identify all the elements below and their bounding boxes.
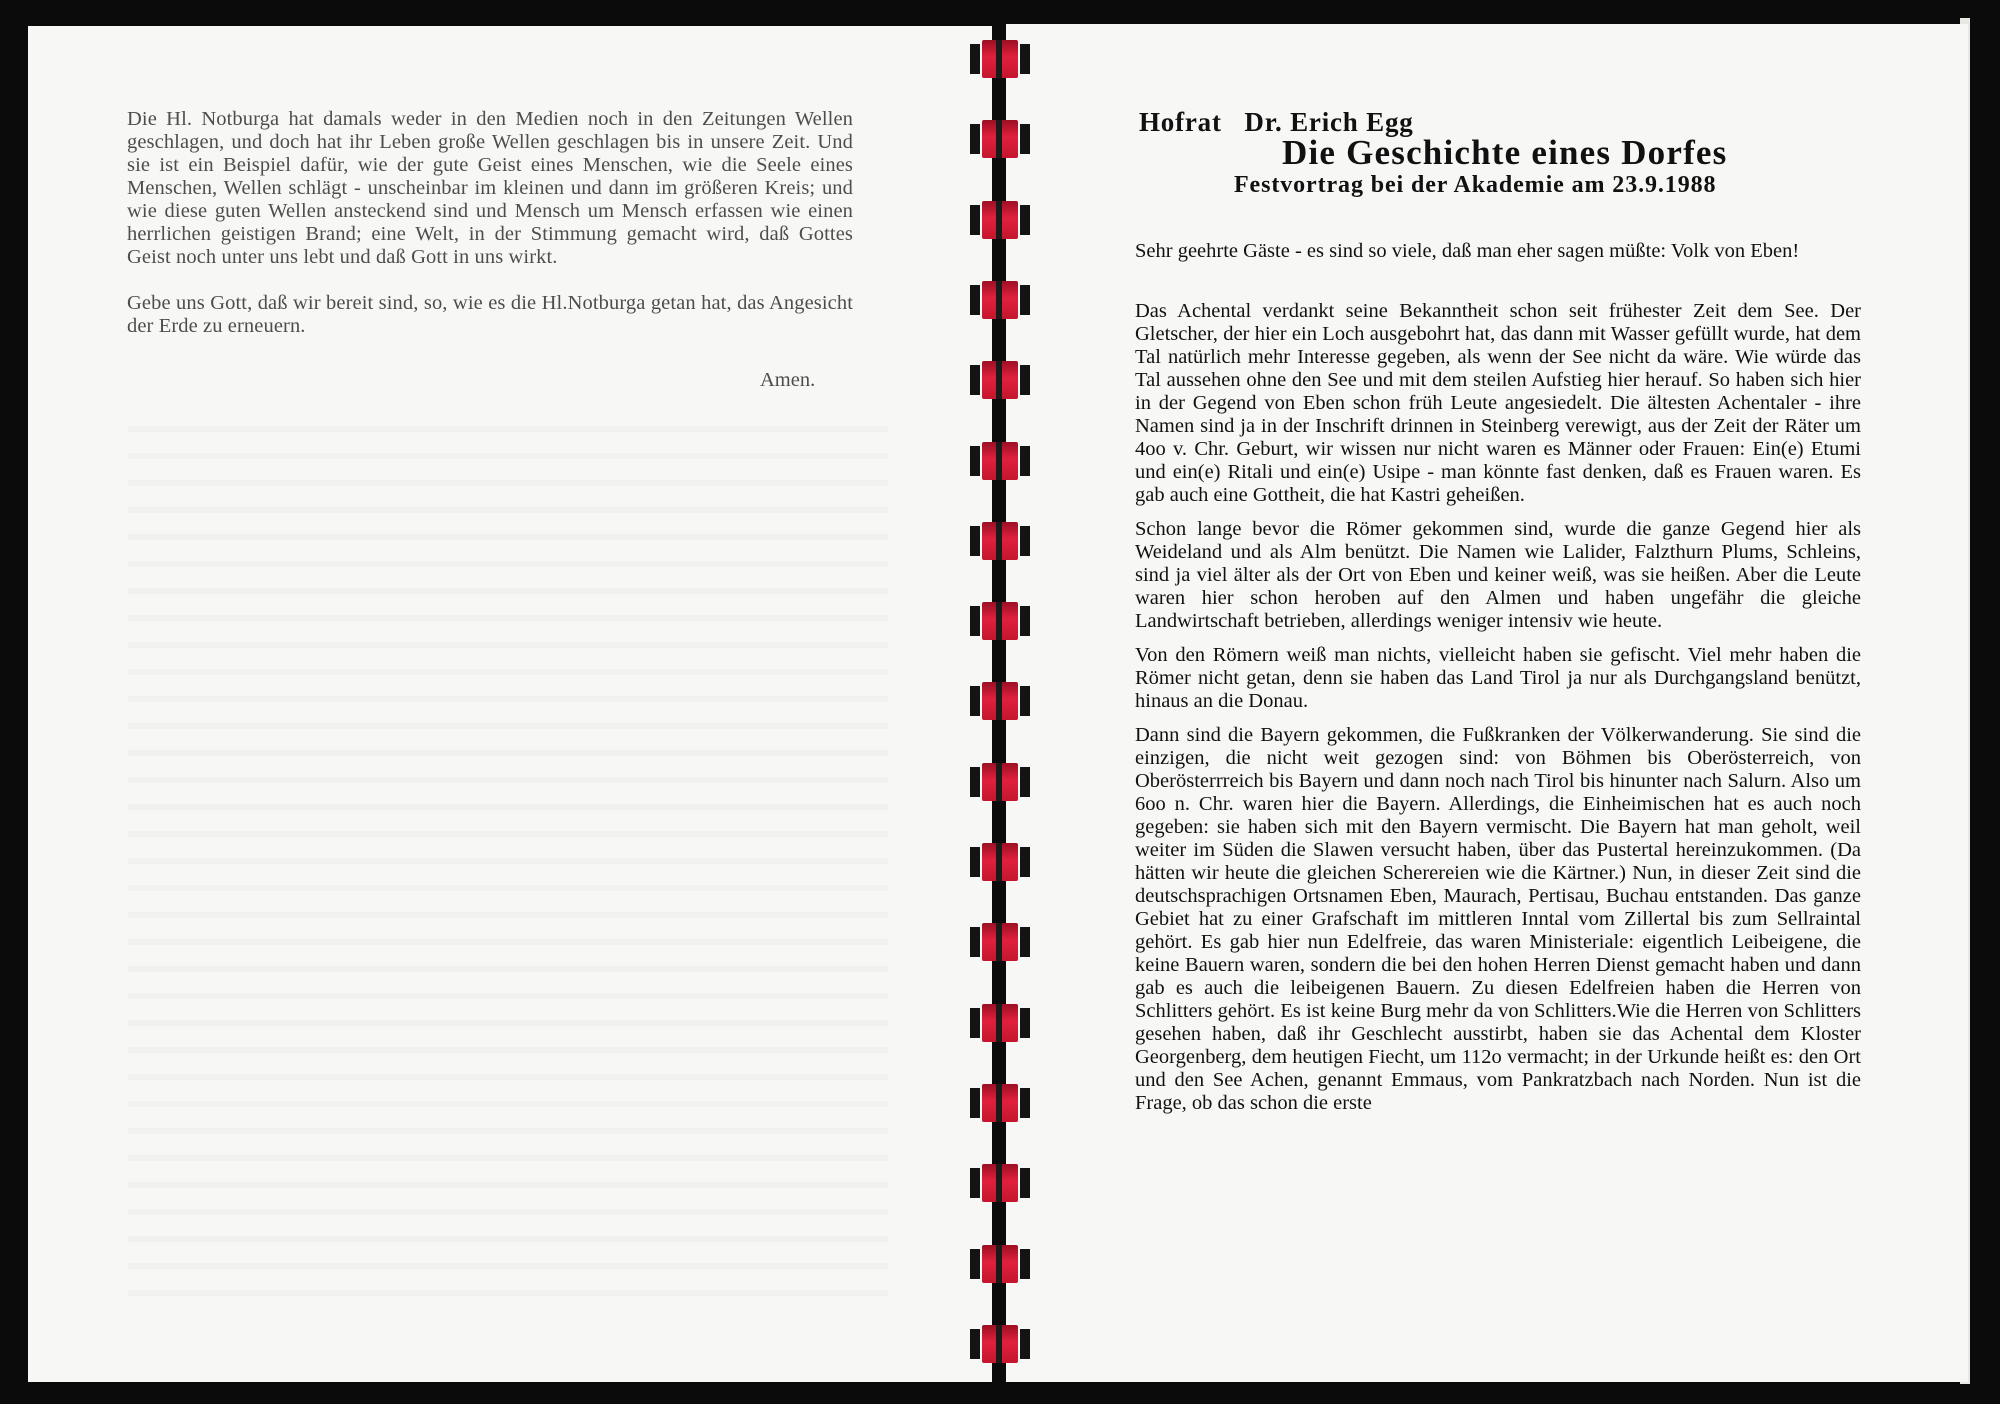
show-through-text xyxy=(128,426,888,1306)
author-line: Hofrat Dr. Erich Egg xyxy=(1139,107,1414,137)
binding-ring xyxy=(970,281,1030,319)
closing-amen: Amen. xyxy=(760,369,816,391)
greeting-paragraph: Sehr geehrte Gäste - es sind so viele, daß man eher sagen müßte: Volk von Eben! xyxy=(1135,240,1800,262)
binding-ring xyxy=(970,1004,1030,1042)
right-paragraph-4: Dann sind die Bayern gekommen, die Fußkranken der Völkerwanderung. Sie sind die einzigen, die nicht weit gezogen sind: von Böhmen bis Oberösterreich, von Oberösterrreich bis Bayern und dann noch nach Tirol bis hinunter nach Salurn. Also um 6oo n. Chr. waren hier die Bayern. Allerdings, die Einheimischen hat es auch noch gegeben: sie haben sich mit den Bayern vermischt. Die Bayern hat man geholt, weil weiter im Süden die Slawen versucht haben, über das Pustertal hereinzukommen. (Da hätten wir heute die gleichen Scherereien wie die Kärtner.) Nun, in dieser Zeit sind die deutschsprachigen Ortsnamen Eben, Maurach, Pertisau, Buchau entstanden. Das ganze Gebiet hat zu einer Grafschaft im mittleren Inntal vom Zillertal bis zum Sellraintal gehört. Es gab hier nun Edelfreie, das waren Ministeriale: eigentlich Leibeigene, die keine Bauern waren, sondern die bei den hohen Herren Dienst gemacht haben und dann gab es auch die leibeigenen Bauern. Zu diesen Edelfreien haben die Herren von Schlitters gehört. Es ist keine Burg mehr da von Schlitters.Wie die Herren von Schlitters gesehen haben, daß ihr Geschlecht ausstirbt, haben sie das Achental dem Kloster Georgenberg, dem heutigen Fiecht, um 112o vermacht; in der Urkunde heißt es: den Ort und den See Achen, genannt Emmaus, vom Pankratzbach nach Norden. Nun ist die Frage, ob das schon die erste xyxy=(1135,724,1861,1114)
left-page-text xyxy=(127,108,853,361)
binding-ring xyxy=(970,1164,1030,1202)
document-title: Die Geschichte eines Dorfes xyxy=(1282,133,1728,172)
right-paragraph-1: Das Achental verdankt seine Bekanntheit schon seit frühester Zeit dem See. Der Gletscher, der hier ein Loch ausgebohrt hat, das dann mit Wasser gefüllt wurde, hat dem Tal natürlich mehr Interesse gegeben, als wenn der See nicht da wäre. Wie würde das Tal aussehen ohne den See und mit dem steilen Aufstieg hier herauf. So haben sich hier in der Gegend von Eben schon früh Leute angesiedelt. Die ältesten Achentaler - ihre Namen sind ja in der Inschrift drinnen in Steinberg verewigt, aus der Zeit der Räter um 4oo v. Chr. Geburt, wir wissen nur nicht waren es Männer oder Frauen: Ein(e) Etumi und ein(e) Ritali und ein(e) Usipe - man könnte fast denken, daß es Frauen waren. Es gab auch eine Gottheit, die hat Kastri geheißen. xyxy=(1135,300,1861,506)
left-paragraph-1: Die Hl. Notburga hat damals weder in den Medien noch in den Zeitungen Wellen geschlagen, und doch hat ihr Leben große Wellen geschlagen bis in unsere Zeit. Und sie ist ein Beispiel dafür, wie der gute Geist eines Menschen, wie die Seele eines Menschen, Wellen schlägt - unscheinbar im kleinen und dann im größeren Kreis; und wie diese guten Wellen ansteckend sind und Mensch um Mensch erfassen wie einen herrlichen geistigen Brand; eine Welt, in der Stimmung gemacht wird, daß Gottes Geist noch unter uns lebt und daß Gott in uns wirkt. xyxy=(127,108,853,268)
right-paragraph-3: Von den Römern weiß man nichts, vielleicht haben sie gefischt. Viel mehr haben die Römer nicht getan, denn sie haben das Land Tirol ja nur als Durchgangsland benützt, hinaus an die Donau. xyxy=(1135,644,1861,712)
right-page-text xyxy=(1135,240,1861,1126)
binding-ring xyxy=(970,201,1030,239)
left-paragraph-2: Gebe uns Gott, daß wir bereit sind, so, wie es die Hl.Notburga getan hat, das Angesicht der Erde zu erneuern. xyxy=(127,292,853,337)
binding-ring xyxy=(970,843,1030,881)
binding-ring xyxy=(970,40,1030,78)
binding-ring xyxy=(970,682,1030,720)
binding-ring xyxy=(970,361,1030,399)
binding-ring xyxy=(970,1245,1030,1283)
binding-ring xyxy=(970,120,1030,158)
binding-ring xyxy=(970,1325,1030,1363)
binding-ring xyxy=(970,1084,1030,1122)
right-paragraph-2: Schon lange bevor die Römer gekommen sind, wurde die ganze Gegend hier als Weideland und als Alm benützt. Die Namen wie Lalider, Falzthurn Plums, Schleins, sind ja viel älter als der Ort von Eben und keiner weiß, was sie heißen. Aber die Leute waren hier schon heroben auf den Almen und haben ungefähr die gleiche Landwirtschaft betrieben, allerdings weniger intensiv wie heute. xyxy=(1135,518,1861,632)
binding-ring xyxy=(970,602,1030,640)
binding-ring xyxy=(970,923,1030,961)
document-subtitle: Festvortrag bei der Akademie am 23.9.1988 xyxy=(1234,172,1717,198)
binding-ring xyxy=(970,763,1030,801)
binding-ring xyxy=(970,522,1030,560)
binding-ring xyxy=(970,442,1030,480)
